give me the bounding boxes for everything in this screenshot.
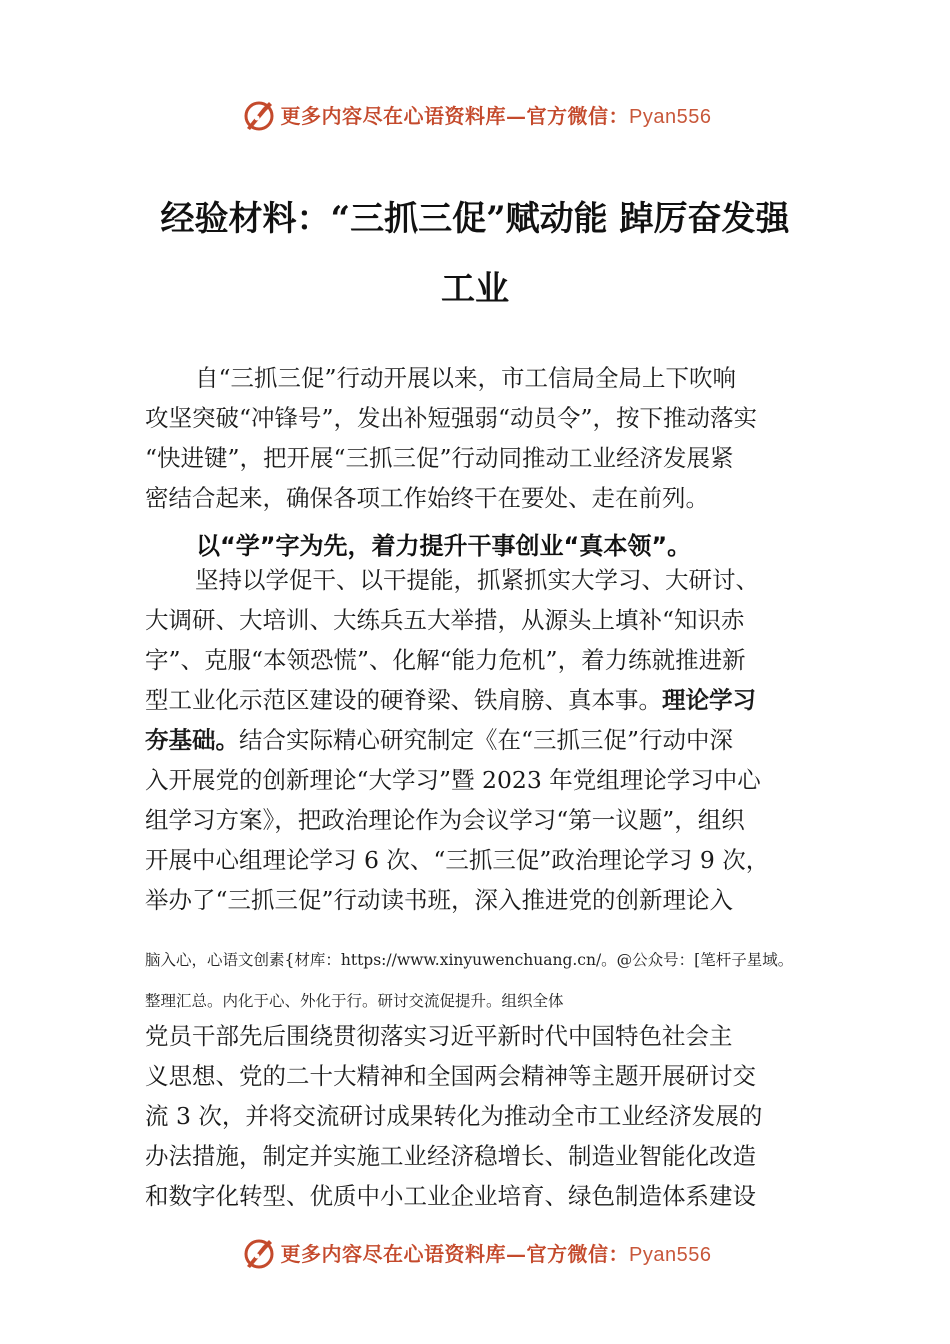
small-note-line-1: 脑入心，心语文创素{材库：https://www.xinyuwenchuang.cn/。@公众号：[笔杆子星域。 — [145, 951, 794, 969]
header-banner — [0, 94, 950, 134]
wechat-handle: Pyan556 — [629, 1243, 712, 1266]
footer-banner-text: 更多内容尽在心语资料库—官方微信：Pyan556 — [280, 1241, 712, 1266]
paragraph-line: 举办了“三抓三促”行动读书班，深入推进党的创新理论入 — [145, 886, 734, 914]
paragraph-line: 密结合起来，确保各项工作始终干在要处、走在前列。 — [145, 484, 709, 512]
paragraph-line: 自“三抓三促”行动开展以来，市工信局全局上下吹响 — [195, 364, 737, 392]
paragraph-line: 字”、克服“本领恐慌”、化解“能力危机”，着力练就推进新 — [145, 646, 746, 674]
paragraph-line: 型工业化示范区建设的硬脊梁、铁肩膀、真本事。理论学习 — [145, 686, 756, 714]
wechat-handle: Pyan556 — [629, 105, 712, 128]
pen-nib-logo-icon — [239, 94, 279, 134]
paragraph-intro — [145, 358, 813, 518]
header-banner-text: 更多内容尽在心语资料库—官方微信：Pyan556 — [280, 103, 712, 128]
pen-nib-logo-icon — [239, 1232, 279, 1272]
paragraph-line: 流 3 次，并将交流研讨成果转化为推动全市工业经济发展的 — [145, 1102, 763, 1130]
paragraph-line: 办法措施，制定并实施工业经济稳增长、制造业智能化改造 — [145, 1142, 756, 1170]
paragraph-line: 夯基础。结合实际精心研究制定《在“三抓三促”行动中深 — [145, 726, 734, 754]
paragraph-line: 开展中心组理论学习 6 次、“三抓三促”政治理论学习 9 次， — [145, 846, 770, 874]
paragraph-line: 义思想、党的二十大精神和全国两会精神等主题开展研讨交 — [145, 1062, 756, 1090]
paragraph-seminar — [145, 1016, 813, 1216]
title-line-1: 经验材料：“三抓三促”赋动能 踔厉奋发强 — [160, 199, 790, 239]
paragraph-line: “快进键”，把开展“三抓三促”行动同推动工业经济发展紧 — [145, 444, 734, 472]
document-title — [120, 184, 830, 324]
paragraph-line: 大调研、大培训、大练兵五大举措，从源头上填补“知识赤 — [145, 606, 745, 634]
paragraph-line: 坚持以学促干、以干提能，抓紧抓实大学习、大研讨、 — [195, 566, 759, 594]
paragraph-line: 组学习方案》，把政治理论作为会议学习“第一议题”，组织 — [145, 806, 745, 834]
title-line-2: 工业 — [441, 269, 509, 309]
paragraph-line: 党员干部先后围绕贯彻落实习近平新时代中国特色社会主 — [145, 1022, 733, 1050]
paragraph-line: 和数字化转型、优质中小工业企业培育、绿色制造体系建设 — [145, 1182, 756, 1210]
subheading-theory-cont: 夯基础。 — [145, 726, 239, 754]
paragraph-line: 入开展党的创新理论“大学习”暨 2023 年党组理论学习中心 — [145, 766, 761, 794]
small-note-line-2: 整理汇总。内化于心、外化于行。研讨交流促提升。组织全体 — [145, 992, 564, 1010]
section-heading: 以“学”字为先，着力提升干事创业“真本领”。 — [196, 532, 692, 560]
paragraph-line: 攻坚突破“冲锋号”，发出补短强弱“动员令”，按下推动落实 — [145, 404, 758, 432]
footer-banner — [0, 1232, 950, 1272]
subheading-theory: 理论学习 — [662, 686, 756, 714]
paragraph-study — [145, 560, 813, 920]
